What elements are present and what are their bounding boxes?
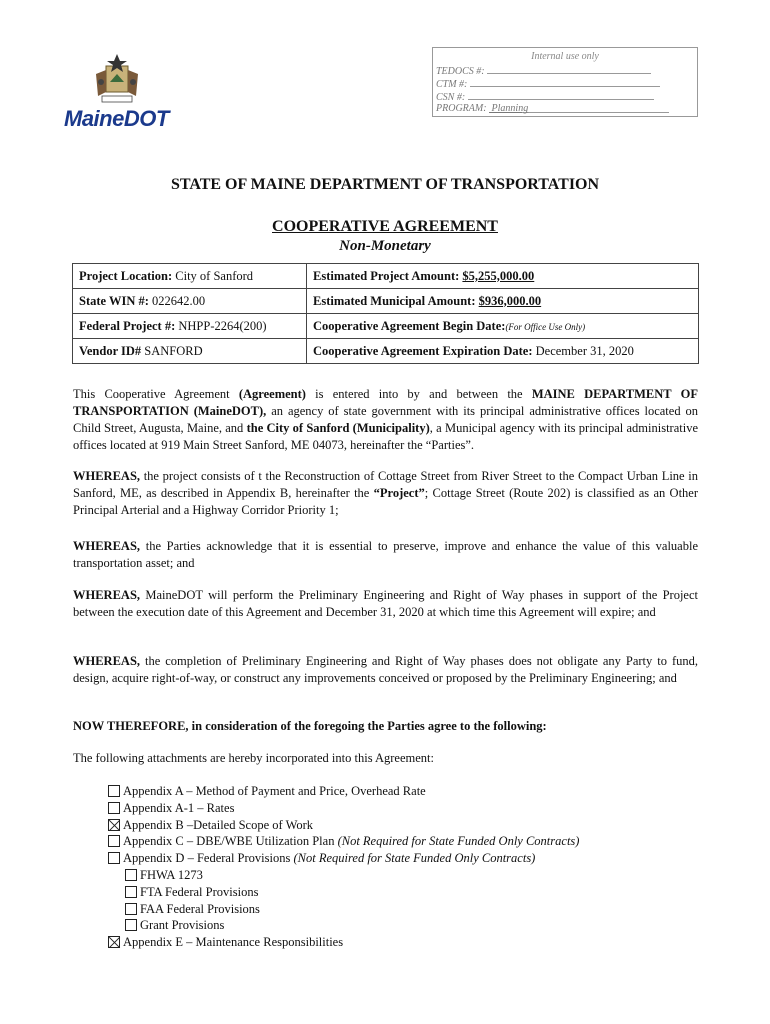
appendix-a1-label: Appendix A-1 – Rates [123, 800, 235, 815]
appendix-c-note: (Not Required for State Funded Only Contracts) [337, 834, 580, 849]
whereas-paragraph-2 [73, 538, 698, 572]
internal-use-title: Internal use only [531, 51, 599, 62]
appendix-b-checkbox[interactable] [108, 819, 120, 831]
csn-label: CSN #: [436, 92, 466, 103]
intro-text-4: , a Municipal agency with its principal administrative offices located at 919 Main Street Sanford, ME 04073 [73, 421, 699, 452]
fhwa-checkbox[interactable] [125, 869, 137, 881]
whereas1-text-a: the project consists of t the Reconstruction of Cottage Street from River Street to the Compact Urban Line in Sanford, ME, as described in Appendix B, hereinafter the [73, 469, 698, 500]
list-item [108, 783, 579, 800]
whereas-paragraph-1 [73, 468, 698, 519]
mainedot-wordmark: MaineDOT [64, 106, 169, 131]
vendor-id-label: Vendor ID# [79, 343, 142, 358]
tedocs-label: TEDOCS #: [436, 66, 485, 77]
maine-state-seal-icon [92, 52, 142, 106]
agreement-subtitle: Non-Monetary [339, 238, 431, 254]
program-field[interactable] [489, 103, 669, 113]
table-row [73, 314, 699, 339]
est-municipal-amount-value: $936,000.00 [478, 293, 542, 308]
appendix-e-label: Appendix E – Maintenance Responsibilities [123, 935, 344, 950]
appendix-a1-checkbox[interactable] [108, 802, 120, 814]
intro-agreement-term: (Agreement) [238, 387, 306, 401]
whereas-label: WHEREAS, [73, 539, 141, 553]
project-location-value: City of Sanford [175, 268, 254, 283]
whereas1-project-term: “Project” [373, 486, 425, 500]
expiration-date-label: Cooperative Agreement Expiration Date: [313, 343, 533, 358]
list-item [108, 901, 579, 918]
appendix-e-checkbox[interactable] [108, 936, 120, 948]
est-project-amount-cell [307, 264, 699, 289]
table-row [73, 339, 699, 364]
whereas-label: WHEREAS, [73, 654, 141, 668]
federal-project-cell [73, 314, 307, 339]
appendix-c-label: Appendix C – DBE/WBE Utilization Plan [123, 834, 338, 849]
whereas-paragraph-4 [73, 653, 698, 687]
appendix-d-checkbox[interactable] [108, 852, 120, 864]
program-line [436, 103, 669, 114]
intro-city-term: the City of Sanford (Municipality) [246, 421, 430, 435]
ctm-label: CTM #: [436, 79, 468, 90]
list-item [108, 867, 579, 884]
begin-date-cell [307, 314, 699, 339]
appendix-d-note: (Not Required for State Funded Only Contracts) [293, 851, 536, 866]
vendor-id-cell [73, 339, 307, 364]
whereas2-text: the Parties acknowledge that it is essential to preserve, improve and enhance the value of this valuable transportation asset; and [73, 539, 698, 570]
internal-use-box [432, 47, 698, 117]
appendix-c-checkbox[interactable] [108, 835, 120, 847]
expiration-date-value: December 31, 2020 [535, 343, 634, 358]
fta-checkbox[interactable] [125, 886, 137, 898]
list-item [108, 800, 579, 817]
list-item [108, 884, 579, 901]
tedocs-field[interactable] [487, 64, 651, 74]
table-row [73, 289, 699, 314]
now-therefore-clause: NOW THEREFORE, in consideration of the foregoing the Parties agree to the following: [73, 719, 547, 733]
federal-project-value: NHPP-2264(200) [178, 318, 267, 333]
list-item [108, 917, 579, 934]
list-item [108, 850, 579, 867]
faa-checkbox[interactable] [125, 903, 137, 915]
intro-mainedot-term: MAINE DEPARTMENT OF TRANSPORTATION (MaineDOT), [73, 387, 698, 418]
expiration-date-cell [307, 339, 699, 364]
project-info-table [72, 263, 699, 364]
list-item [108, 817, 579, 834]
table-row [73, 264, 699, 289]
faa-label: FAA Federal Provisions [140, 901, 260, 916]
whereas4-text: the completion of Preliminary Engineering and Right of Way phases does not obligate any Party to fund, design, acquire right-of-way, or construct any improvements conceived or proposed by the Preliminary Engineering; and [73, 654, 698, 685]
project-location-label: Project Location: [79, 268, 173, 283]
department-heading: STATE OF MAINE DEPARTMENT OF TRANSPORTATION [170, 176, 600, 193]
attachments-checklist [108, 783, 579, 951]
whereas3-text: MaineDOT will perform the Preliminary Engineering and Right of Way phases in support of the Project between the execution date of this Agreement and December 31, 2020 at which time this Agreement will expire; and [73, 588, 698, 619]
whereas1-text-b: ; Cottage Street (Route 202) is classified as an Other Principal Arterial and a Highway Corridor Priority 1; [73, 486, 698, 517]
state-win-cell [73, 289, 307, 314]
csn-line [436, 90, 654, 103]
appendix-a-label: Appendix A – Method of Payment and Price, Overhead Rate [123, 784, 426, 798]
est-project-amount-value: $5,255,000.00 [462, 268, 535, 283]
csn-field[interactable] [468, 90, 654, 100]
vendor-id-value: SANFORD [144, 343, 203, 358]
project-location-cell [73, 264, 307, 289]
est-municipal-amount-cell [307, 289, 699, 314]
ctm-line [436, 77, 660, 90]
program-label: PROGRAM: [436, 103, 487, 114]
whereas-label: WHEREAS, [73, 469, 141, 483]
agreement-heading: COOPERATIVE AGREEMENT [272, 218, 498, 235]
ctm-field[interactable] [470, 77, 660, 87]
list-item [108, 833, 579, 850]
federal-project-label: Federal Project #: [79, 318, 176, 333]
mainedot-logo [64, 52, 168, 132]
intro-paragraph [73, 386, 698, 454]
list-item [108, 934, 579, 951]
begin-date-label: Cooperative Agreement Begin Date: [313, 318, 506, 333]
fhwa-label: FHWA 1273 [140, 867, 203, 882]
whereas-paragraph-3 [73, 587, 698, 621]
state-win-label: State WIN #: [79, 293, 149, 308]
grant-checkbox[interactable] [125, 919, 137, 931]
est-project-amount-label: Estimated Project Amount: [313, 268, 460, 283]
attachments-intro: The following attachments are hereby incorporated into this Agreement: [73, 751, 434, 765]
fta-label: FTA Federal Provisions [140, 884, 259, 899]
intro-text-1: This Cooperative Agreement [73, 387, 239, 401]
appendix-b-label: Appendix B –Detailed Scope of Work [123, 817, 314, 832]
est-municipal-amount-label: Estimated Municipal Amount: [313, 293, 476, 308]
begin-date-value: (For Office Use Only) [505, 321, 586, 332]
intro-text-5: , hereinafter the “Parties”. [343, 438, 475, 452]
intro-text-3: an agency of state government with its principal administrative offices located on Child Street, Augusta, Maine, and [73, 404, 699, 435]
whereas-label: WHEREAS, [73, 588, 141, 602]
program-value: Planning [491, 103, 529, 114]
tedocs-line [436, 64, 651, 77]
intro-text-2: is entered into by and between the [305, 387, 532, 401]
appendix-d-label: Appendix D – Federal Provisions [123, 851, 294, 866]
state-win-value: 022642.00 [152, 293, 206, 308]
grant-label: Grant Provisions [140, 918, 225, 933]
appendix-a-checkbox[interactable] [108, 785, 120, 797]
